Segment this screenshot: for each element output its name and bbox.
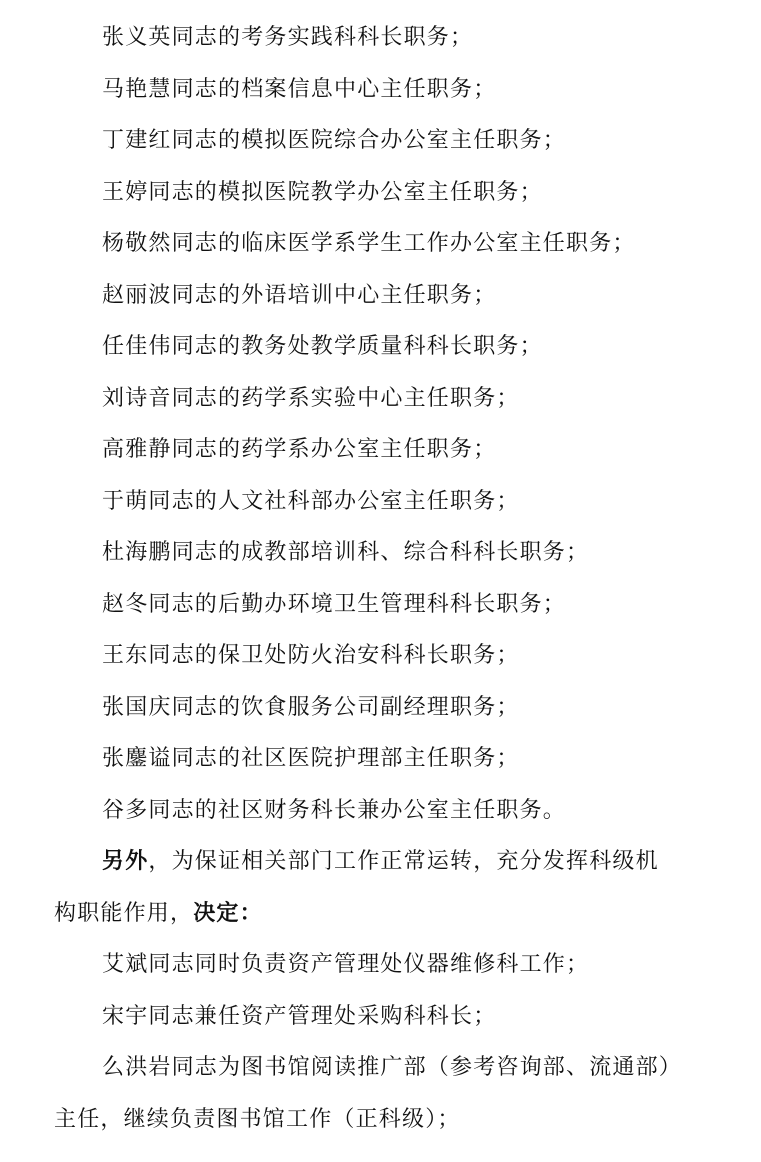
additional-text-2: 构职能作用， [54,900,194,926]
last-item-line-1: 么洪岩同志为图书馆阅读推广部（参考咨询部、流通部） [102,1055,683,1080]
appointment-line: 张鏖谥同志的社区医院护理部主任职务； [102,746,520,771]
appointment-line: 张国庆同志的饮食服务公司副经理职务； [102,694,520,720]
appointment-line: 丁建红同志的模拟医院综合办公室主任职务； [102,128,567,153]
additional-text-1: ，为保证相关部门工作正常运转，充分发挥科级机 [148,849,659,874]
appointment-line: 杨敬然同志的临床医学系学生工作办公室主任职务； [102,231,636,256]
decision-line: 艾斌同志同时负责资产管理处仪器维修科工作； [102,952,590,977]
appointment-line: 马艳慧同志的档案信息中心主任职务； [102,76,497,102]
additional-lead: 另外 [102,849,149,874]
appointment-line: 高雅静同志的药学系办公室主任职务； [102,437,497,462]
appointment-line: 杜海鹏同志的成教部培训科、综合科科长职务； [102,540,590,565]
appointment-line: 于萌同志的人文社科部办公室主任职务； [102,488,520,514]
additional-paragraph-line-1 [54,836,718,888]
appointment-line: 赵冬同志的后勤办环境卫生管理科科长职务； [102,591,567,617]
appointment-line: 谷多同志的社区财务科长兼办公室主任职务。 [102,797,567,823]
last-item-line-2: 主任，继续负责图书馆工作（正科级）； [54,1106,461,1132]
decision-label: 决定： [193,900,263,926]
appointment-line: 王东同志的保卫处防火治安科科长职务； [102,643,520,668]
document-body [54,12,718,1145]
appointment-line: 赵丽波同志的外语培训中心主任职务； [102,282,497,308]
appointment-line: 刘诗音同志的药学系实验中心主任职务； [102,385,520,411]
appointment-line: 王婷同志的模拟医院教学办公室主任职务； [102,179,543,205]
appointment-line: 任佳伟同志的教务处教学质量科科长职务； [102,334,543,359]
decision-line: 宋宇同志兼任资产管理处采购科科长； [102,1003,497,1029]
appointment-line: 张义英同志的考务实践科科长职务； [102,25,474,50]
additional-paragraph-line-2 [54,888,718,940]
